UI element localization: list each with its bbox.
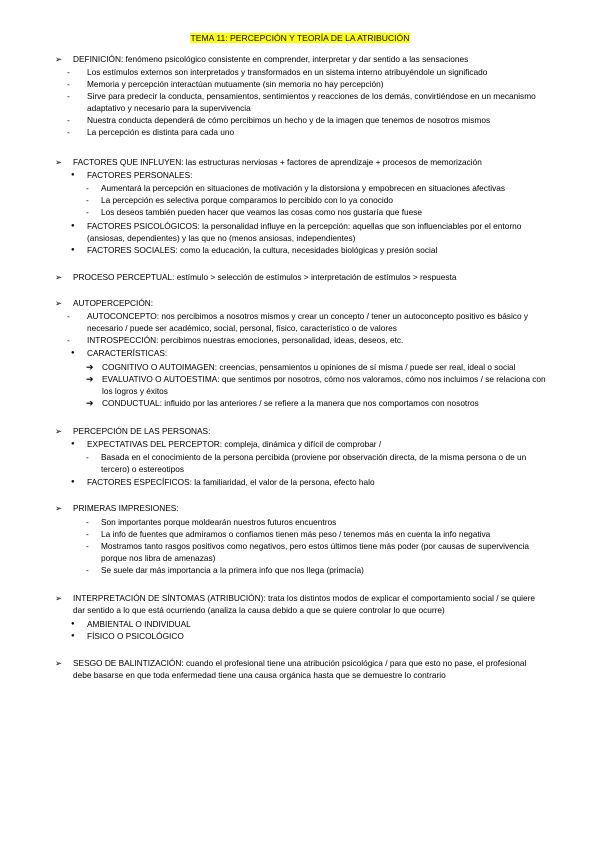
section-factores [0,156,600,168]
definicion-text: DEFINICIÓN: fenómeno psicológico consistente en comprender, interpretar y dar sentido a las sensaciones [73,54,469,64]
list-marker-icon: - [86,207,89,217]
list-marker-icon: - [86,541,89,551]
item-text: PERCEPCIÓN DE LAS PERSONAS: [73,426,211,436]
list-marker-icon: - [86,452,89,462]
list-marker-icon: ● [71,621,75,627]
item-text: AUTOPERCEPCIÓN: [73,298,154,308]
item-text: CARACTERÍSTICAS: [87,348,168,358]
list-marker-icon: - [86,183,89,193]
arrow-bullet-icon: ➢ [55,272,62,282]
autopercepcion-list [0,310,600,346]
item-text: INTROSPECCIÓN: percibimos nuestras emociones, personalidad, ideas, deseos, etc. [87,335,404,345]
section-definicion [0,53,600,65]
section-proceso [0,271,600,283]
list-item: Memoria y percepción interactúan mutuamente (sin memoria no hay percepción) [87,79,384,89]
list-marker-icon: ● [71,633,75,639]
list-marker-icon: - [86,195,89,205]
item-text: COGNITIVO O AUTOIMAGEN: creencias, pensamientos u opiniones de sí misma / puede ser real, ideal o social [102,362,516,372]
impresiones-list [0,516,600,576]
list-marker-icon: ● [71,247,75,253]
section-personas [0,425,600,437]
arrow-bullet-icon: ➢ [55,593,62,603]
right-arrow-icon: ➔ [86,362,94,372]
list-marker-icon: - [67,79,70,89]
list-marker-icon: - [67,311,70,321]
list-marker-icon: ● [71,223,75,229]
expectativas-list [0,451,600,475]
list-item: FÍSICO O PSICOLÓGICO [87,631,184,641]
list-marker-icon: - [67,67,70,77]
list-item: Sirve para predecir la conducta, pensamientos, sentimientos y reacciones de los demás, convirtiéndose en un mecanismo adaptativo y necesario para la supervivencia [87,91,536,113]
sintomas-list [0,618,600,642]
item-text: SESGO DE BALINTIZACIÓN: cuando el profesional tiene una atribución psicológica / para que esto no pase, el profesional debe basarse en que toda enfermedad tiene una causa orgánica hasta que se demuestre lo contrario [73,658,527,680]
list-item: Aumentará la percepción en situaciones de motivación y la distorsiona y empobrecen en situaciones afectivas [101,183,506,193]
list-marker-icon: - [67,127,70,137]
list-item: Basada en el conocimiento de la persona percibida (proviene por observación directa, de la misma persona o de un tercero) o estereotipos [101,452,527,474]
arrow-bullet-icon: ➢ [55,503,62,513]
arrow-bullet-icon: ➢ [55,426,62,436]
list-item: Nuestra conducta dependerá de cómo percibimos un hecho y de la imagen que tenemos de nosotros mismos [87,115,491,125]
list-item: Se suele dar más importancia a la primera info que nos llega (primacía) [101,565,364,575]
section-impresiones [0,502,600,514]
item-text: FACTORES PERSONALES: [87,170,193,180]
list-marker-icon: ● [71,479,75,485]
caracteristicas [0,347,600,359]
list-marker-icon: ● [71,172,75,178]
section-sintomas [0,592,600,616]
factores-personales [0,169,600,181]
list-marker-icon: - [86,565,89,575]
arrow-bullet-icon: ➢ [55,157,62,167]
list-marker-icon: ● [71,441,75,447]
item-text: AUTOCONCEPTO: nos percibimos a nosotros mismos y crear un concepto / tener un autoconcepto positivo es básico y necesario / puede ser académico, social, personal, físico, característico o de valores [87,311,529,333]
caracteristicas-list [0,361,600,409]
list-item: Los deseos también pueden hacer que veamos las cosas como nos gustaría que fuese [101,207,423,217]
factores-text: FACTORES QUE INFLUYEN: las estructuras nerviosas + factores de aprendizaje + procesos de memorización [73,157,482,167]
factores-sociales [0,244,600,256]
item-text: FACTORES PSICOLÓGICOS: la personalidad influye en la percepción: aquellas que son influenciables por el entorno (ansiosas, dependientes) y las que no (menos ansiosas, independientes) [87,221,522,243]
list-item: Mostramos tanto rasgos positivos como negativos, pero estos últimos tiene más poder (por causas de supervivencia porque nos libra de amenazas) [101,541,529,563]
list-marker-icon: - [67,115,70,125]
item-text: PROCESO PERCEPTUAL: estímulo > selección de estímulos > interpretación de estímulos > respuesta [73,272,457,282]
list-item: La percepción es selectiva porque comparamos lo percibido con lo ya conocido [101,195,393,205]
expectativas [0,438,600,450]
list-item: AMBIENTAL O INDIVIDUAL [87,619,191,629]
arrow-bullet-icon: ➢ [55,54,62,64]
factores-especificos [0,476,600,488]
document-title: TEMA 11: PERCEPCIÓN Y TEORÍA DE LA ATRIBUCIÓN [190,33,410,43]
right-arrow-icon: ➔ [86,398,94,408]
item-text: FACTORES SOCIALES: como la educación, la cultura, necesidades biológicas y presión social [87,245,438,255]
item-text: INTERPRETACIÓN DE SÍNTOMAS (ATRIBUCIÓN): trata los distintos modos de explicar el comportamiento social / se quiere dar sentido a lo que está ocurriendo (analiza la causa debido a que se quiere controlar lo que ocurre) [73,593,536,615]
item-text: CONDUCTUAL: influido por las anteriores / se refiere a la manera que nos comportamos con nosotros [102,398,479,408]
item-text: EVALUATIVO O AUTOESTIMA: que sentimos por nosotros, cómo nos valoramos, cómo nos incluimos / se relaciona con los logros y éxitos [102,374,546,396]
list-item: Son importantes porque moldearán nuestros futuros encuentros [101,517,337,527]
list-item: Los estímulos externos son interpretados y transformados en un sistema interno atribuyéndole un significado [87,67,488,77]
list-marker-icon: ● [71,350,75,356]
arrow-bullet-icon: ➢ [55,658,62,668]
item-text: PRIMERAS IMPRESIONES: [73,503,179,513]
arrow-bullet-icon: ➢ [55,298,62,308]
list-item: La percepción es distinta para cada uno [87,127,235,137]
list-marker-icon: - [67,335,70,345]
item-text: FACTORES ESPECÍFICOS: la familiaridad, el valor de la persona, efecto halo [87,477,375,487]
section-autopercepcion [0,297,600,309]
factores-personales-list [0,182,600,218]
list-marker-icon: - [86,529,89,539]
item-text: EXPECTATIVAS DEL PERCEPTOR: compleja, dinámica y difícil de comprobar / [87,439,382,449]
list-marker-icon: - [86,517,89,527]
factores-psicologicos [0,220,600,256]
definicion-list [0,66,600,138]
section-sesgo [0,657,600,681]
right-arrow-icon: ➔ [86,374,94,384]
list-marker-icon: - [67,91,70,101]
list-item: La info de fuentes que admiramos o confiamos tienen más peso / tenemos más en cuenta la info negativa [101,529,491,539]
